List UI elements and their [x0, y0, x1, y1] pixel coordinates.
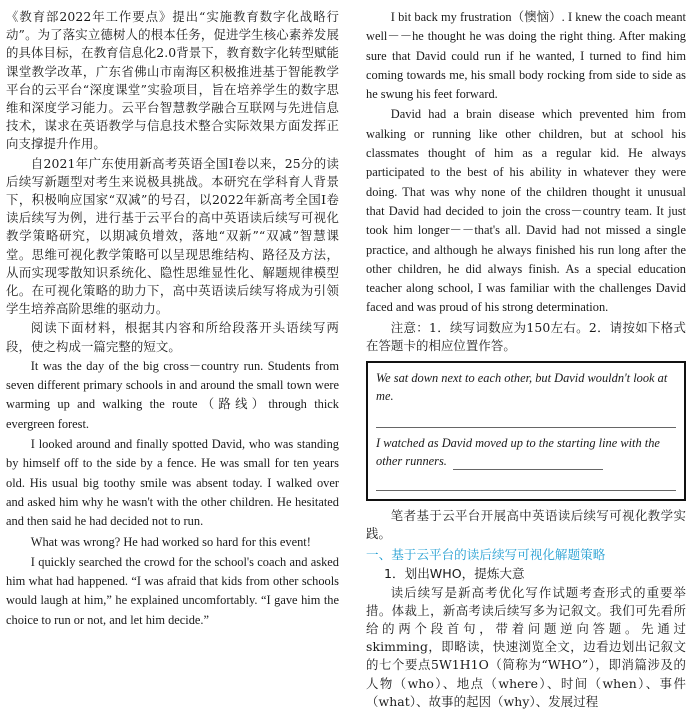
story-paragraph-4: I quickly searched the crowd for the school's coach and asked him what had happened. “I was afraid that kids from other schools would laugh at him,” he explained uncomfortably. “I gave him the choice to run or not, and let him decide.” [6, 554, 339, 627]
right-column [366, 8, 686, 711]
answer-line [376, 470, 676, 491]
subsection-heading: 1．划出WHO，提炼大意 [384, 565, 525, 581]
background-paragraph: 自2021年广东使用新高考英语全国Ⅰ卷以来，25分的读后续写新题型对考生来说极具挑战。本研究在学科育人背景下，积极响应国家“双减”的号召，以2022年新高考全国Ⅰ卷读后续写为例，进行基于云平台的高中英语读后续写可视化教学策略研究，以期减负增效，落地“双新”“双减”智慧课堂。思维可视化教学策略可以呈现思维结构、路径及方法，从而实现零散知识系统化、隐性思维显性化、解题规律模型化。在可视化策略的助力下，高中英语读后续写将成为引领学生培养高阶思维的驱动力。 [6, 155, 339, 317]
story-paragraph-2: I looked around and finally spotted David, who was standing by himself off to the side by a fence. He was small for ten years old. His usual big toothy smile was absent today. I walked over and asked him why he wasn't with the other children. He hesitated and then said he had decided not to run. [6, 437, 339, 529]
story-paragraph-6: David had a brain disease which prevented him from walking or running like other children, but at school his classmates thought of him as a regular kid. He always participated to the best of his ability in whatever they were doing. That was why none of the children thought it unusual that David had decided to join the cross－country team. It just took him longer－－that's all. David had not missed a single practice, and although he always finished his run long after the other children, he did always finish. As a special education teacher along school, I was familiar with the challenges David faced and was proud of his strong determination. [366, 107, 686, 315]
notice-text: 注意：1．续写词数应为150左右。2．请按如下格式在答题卡的相应位置作答。 [366, 319, 686, 353]
task-instruction: 阅读下面材料，根据其内容和所给段落开头语续写两段，使之构成一篇完整的短文。 [6, 320, 339, 354]
answer-line [376, 407, 676, 428]
story-paragraph-5: I bit back my frustration（懊恼）. I knew the coach meant well－－he thought he was doing the right thing. After making sure that David could run if he wanted, I turned to find him coming towards me, his small body rocking from side to side as he swung his feet forward. [366, 10, 686, 102]
section-heading: 一、基于云平台的读后续写可视化解题策略 [366, 546, 606, 562]
story-paragraph-3: What was wrong? He had worked so hard for this event! [30, 534, 311, 549]
continuation-opening-2 [376, 434, 676, 470]
strategy-paragraph: 读后续写是新高考优化写作试题考查形式的重要举措。体裁上，新高考读后续写多为记叙文。我们可先看所给的两个段首句，带着问题逆向答题。先通过skimming，即略读，快速浏览全文，边看边划出记叙文的七个要点5W1H1O（简称为“WHO”），即消篇涉及的人物（who）、地点（where）、时间（when）、事件（what）、故事的起因（why）、发展过程 [366, 584, 686, 709]
answer-line-inline [453, 457, 603, 470]
answer-format-box [366, 361, 686, 501]
continuation-opening-1: We sat down next to each other, but David wouldn't look at me. [376, 371, 668, 404]
story-paragraph-1: It was the day of the big cross－country run. Students from seven different primary schools in and around the small town were warming up and walking the route（路线）through thick evergreen forest. [6, 358, 339, 431]
intro-paragraph: 《教育部2022年工作要点》提出“实施教育数字化战略行动”。为了落实立德树人的根本任务，促进学生核心素养发展的具体目标，在教育信息化2.0背景下，教育数字化转型赋能课堂教学改革，广东省佛山市南海区积极推进基于智能教学平台的云平台“深度课堂”实验项目，旨在培养学生的数字思维和深度学习能力。云平台智慧教学融合互联网与先进信息技术，谋求在英语教学与信息技术整合实际效果方面发挥正向支撑提升作用。 [6, 9, 339, 152]
practice-statement: 笔者基于云平台开展高中英语读后续写可视化教学实践。 [366, 508, 686, 542]
continuation-opening-2-text: I watched as David moved up to the starting line with the other runners. [376, 436, 660, 469]
left-column [6, 8, 339, 630]
